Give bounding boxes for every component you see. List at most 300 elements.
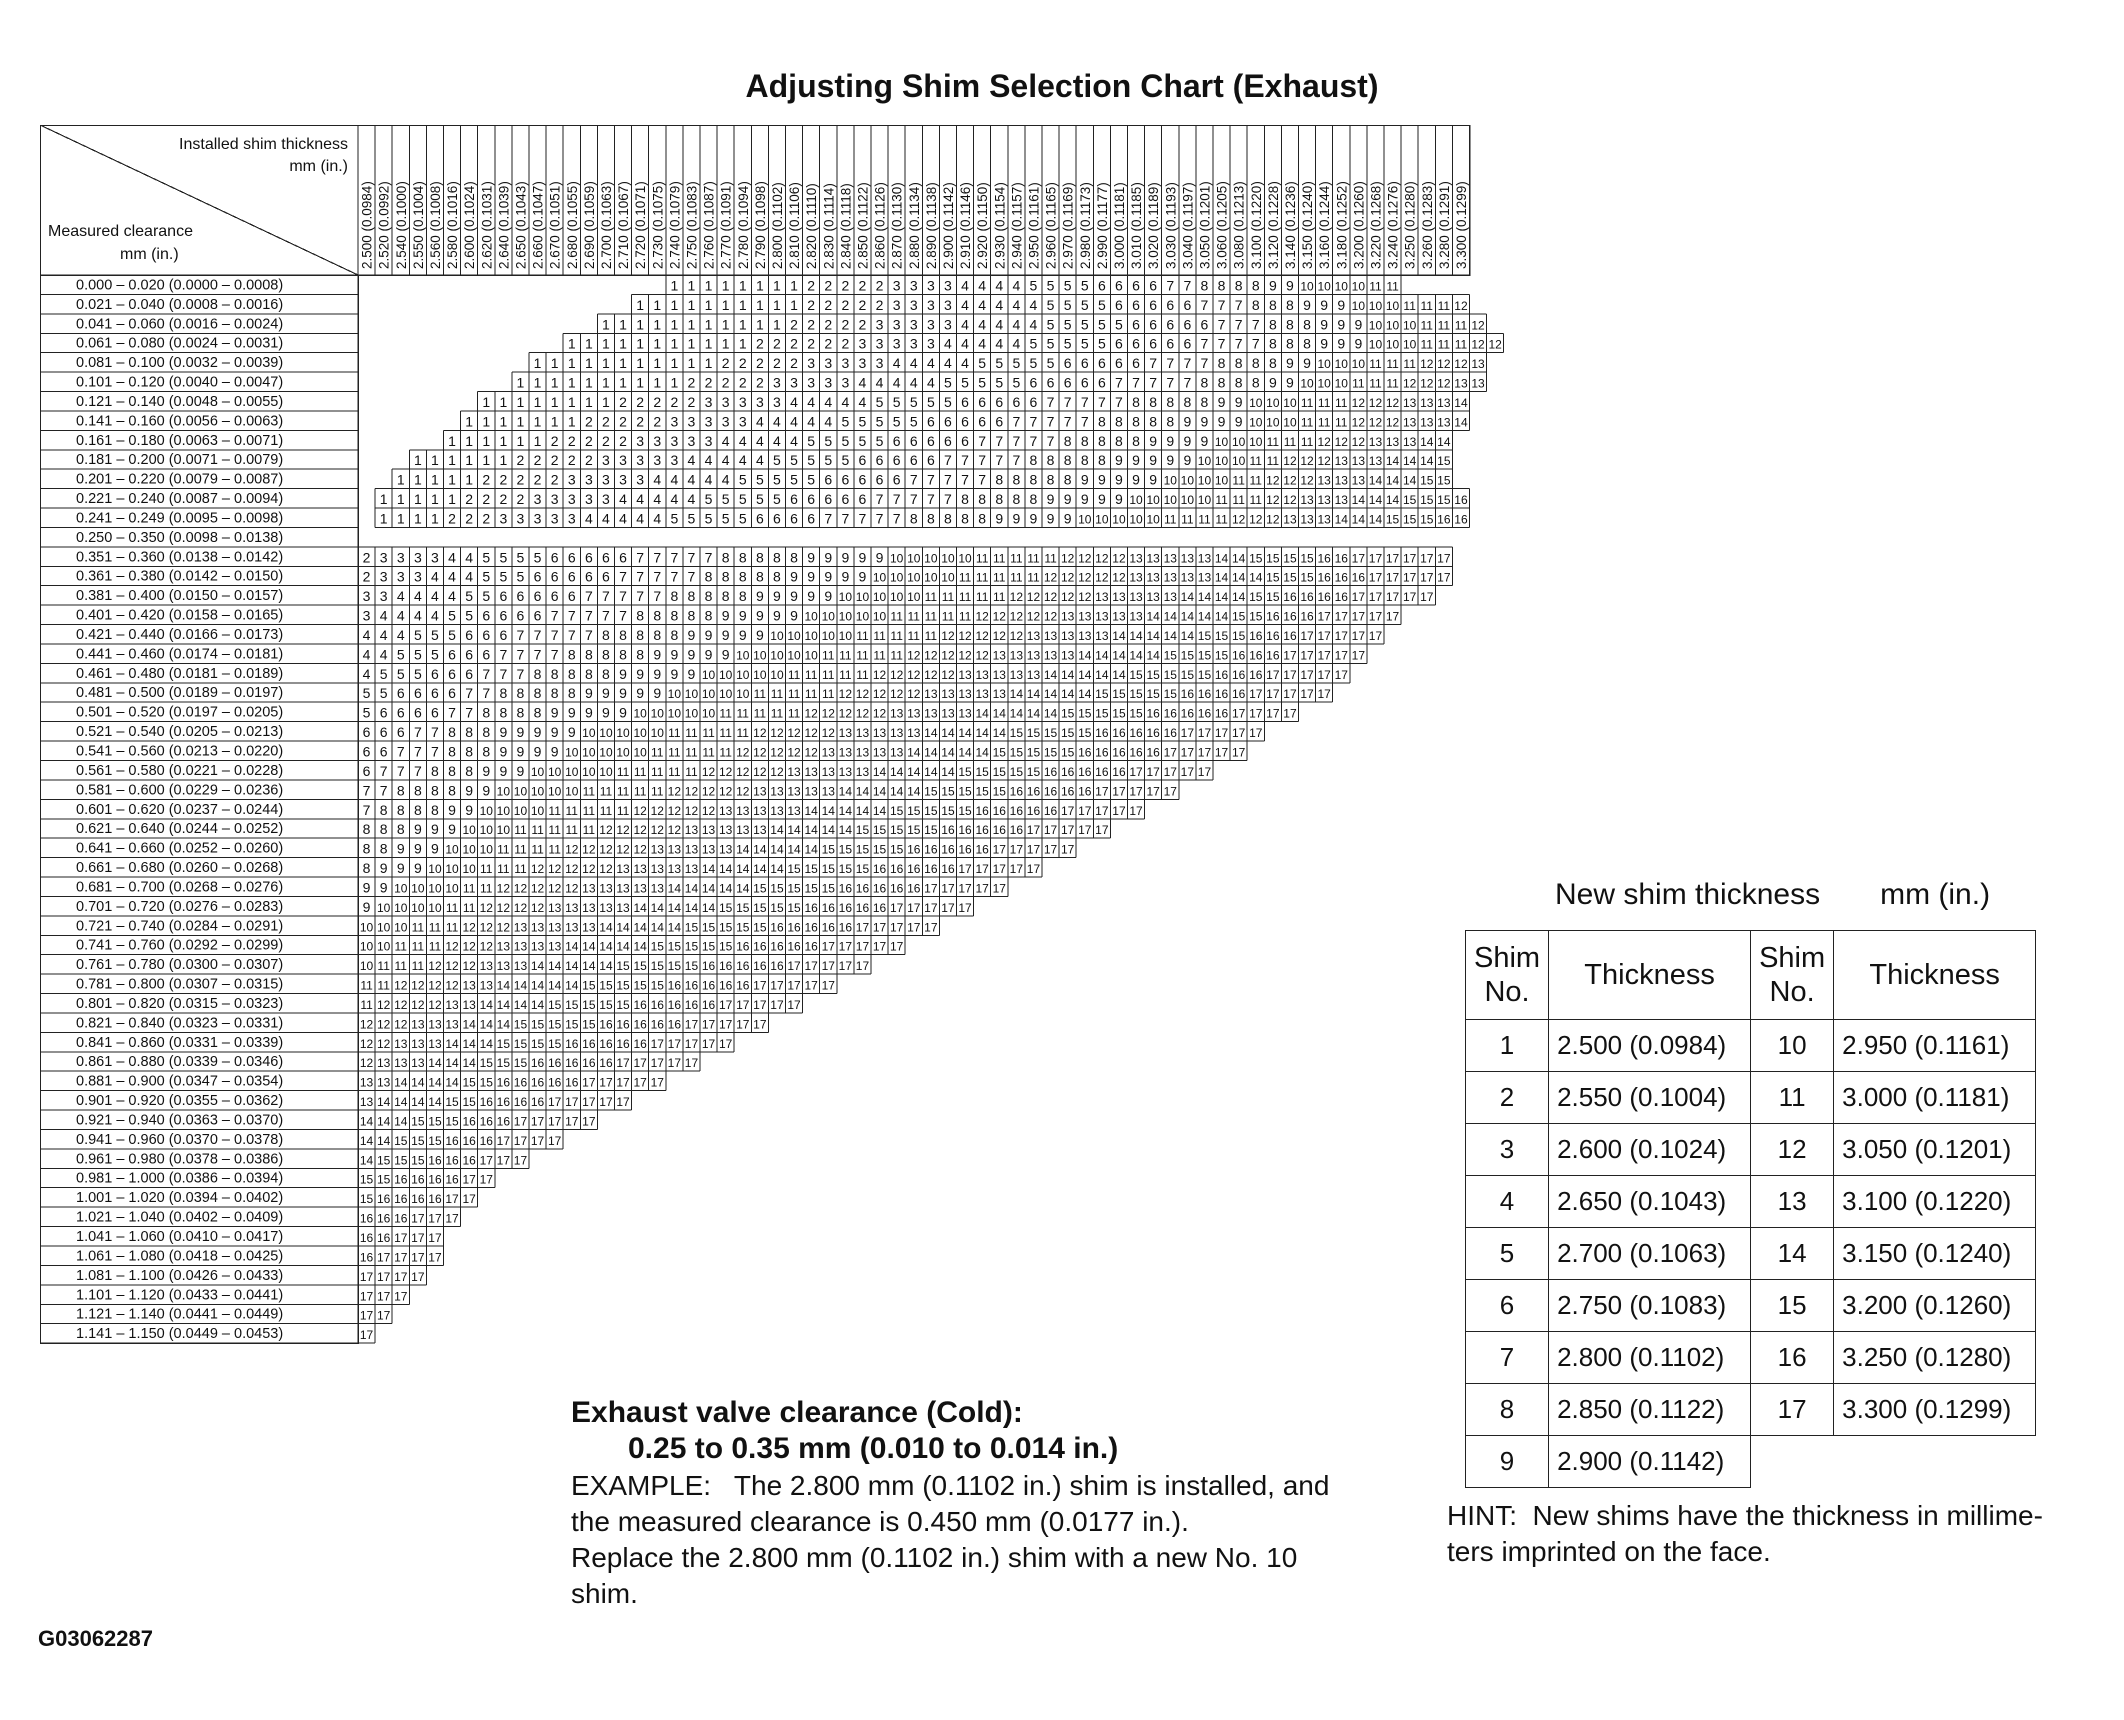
shim-number-cell: 9 bbox=[1200, 432, 1209, 449]
shim-number-cell: 11 bbox=[907, 628, 920, 643]
shim-number-cell: 15 bbox=[838, 842, 853, 857]
shim-number-cell: 16 bbox=[992, 803, 1006, 818]
shim-number-cell: 12 bbox=[428, 978, 442, 993]
shim-number-cell: 17 bbox=[889, 939, 904, 954]
shim-no-cell: 4 bbox=[1466, 1176, 1549, 1228]
shim-number-cell: 13 bbox=[1283, 512, 1297, 527]
shim-number-cell: 11 bbox=[633, 784, 647, 799]
shim-no-cell: 12 bbox=[1751, 1124, 1834, 1176]
column-header-label: 2.780 (0.1094) bbox=[735, 181, 751, 269]
shim-number-cell: 13 bbox=[838, 726, 853, 741]
shim-number-cell: 14 bbox=[958, 726, 972, 741]
shim-number-cell: 1 bbox=[567, 413, 576, 430]
shim-number-cell: 12 bbox=[616, 823, 630, 838]
shim-number-cell: 4 bbox=[448, 568, 456, 585]
shim-number-cell: 10 bbox=[1317, 357, 1331, 372]
shim-number-cell: 7 bbox=[431, 724, 439, 741]
shim-number-cell: 15 bbox=[975, 784, 989, 799]
shim-number-cell: 9 bbox=[550, 724, 559, 741]
shim-number-cell: 3 bbox=[892, 296, 901, 313]
shim-number-cell: 17 bbox=[1163, 784, 1177, 799]
shim-number-cell: 10 bbox=[872, 570, 887, 585]
shim-number-cell: 16 bbox=[1300, 590, 1314, 605]
shim-number-cell: 1 bbox=[687, 355, 696, 372]
shim-number-cell: 10 bbox=[479, 823, 493, 838]
shim-number-cell: 6 bbox=[858, 471, 867, 488]
shim-number-cell: 15 bbox=[1180, 667, 1195, 682]
shim-number-cell: 15 bbox=[992, 745, 1006, 760]
shim-number-cell: 2 bbox=[875, 296, 884, 313]
shim-number-cell: 15 bbox=[650, 959, 664, 974]
shim-number-cell: 10 bbox=[650, 706, 664, 721]
shim-number-cell: 12 bbox=[462, 959, 476, 974]
column-header-label: 3.240 (0.1276) bbox=[1385, 181, 1401, 269]
shim-number-cell: 10 bbox=[650, 726, 664, 741]
shim-number-cell: 12 bbox=[1043, 609, 1058, 624]
shim-number-cell: 11 bbox=[1215, 512, 1228, 527]
shim-number-cell: 16 bbox=[872, 881, 887, 896]
shim-number-cell: 15 bbox=[513, 1017, 528, 1032]
shim-number-cell: 13 bbox=[1009, 648, 1024, 663]
shim-number-cell: 8 bbox=[379, 821, 388, 838]
shim-number-cell: 15 bbox=[359, 1172, 374, 1187]
shim-number-cell: 12 bbox=[770, 764, 784, 779]
shim-number-cell: 4 bbox=[926, 374, 935, 391]
shim-number-cell: 17 bbox=[1300, 648, 1314, 663]
shim-no-cell: 16 bbox=[1751, 1332, 1834, 1384]
shim-number-cell: 13 bbox=[667, 862, 682, 877]
shim-number-cell: 5 bbox=[773, 471, 781, 488]
shim-number-cell: 11 bbox=[890, 628, 903, 643]
shim-number-cell: 7 bbox=[978, 452, 987, 469]
shim-number-cell: 9 bbox=[619, 704, 627, 721]
shim-number-cell: 17 bbox=[445, 1192, 459, 1207]
shim-number-cell: 17 bbox=[1368, 628, 1383, 643]
shim-number-cell: 5 bbox=[1115, 316, 1123, 333]
shim-number-cell: 8 bbox=[362, 840, 371, 857]
shim-number-cell: 16 bbox=[599, 1056, 613, 1071]
shim-number-cell: 2 bbox=[567, 452, 576, 469]
row-clearance-label: 0.161 – 0.180 (0.0063 – 0.0071) bbox=[76, 432, 284, 449]
shim-number-cell: 15 bbox=[1146, 667, 1160, 682]
shim-number-cell: 14 bbox=[1146, 628, 1160, 643]
column-header-label: 2.990 (0.1177) bbox=[1094, 182, 1110, 269]
shim-number-cell: 13 bbox=[547, 939, 562, 954]
shim-number-cell: 17 bbox=[958, 862, 972, 877]
shim-number-cell: 17 bbox=[1146, 784, 1160, 799]
column-header-label: 2.680 (0.1055) bbox=[564, 181, 580, 269]
hint-line: HINT: New shims have the thickness in millime- bbox=[1447, 1500, 2043, 1531]
row-clearance-label: 0.861 – 0.880 (0.0339 – 0.0346) bbox=[76, 1054, 284, 1071]
shim-number-cell: 15 bbox=[770, 881, 784, 896]
shim-number-cell: 16 bbox=[582, 1056, 596, 1071]
shim-number-cell: 6 bbox=[755, 510, 764, 527]
column-header-label: 2.960 (0.1165) bbox=[1043, 182, 1059, 269]
shim-number-cell: 17 bbox=[582, 1114, 596, 1129]
shim-number-cell: 9 bbox=[721, 626, 730, 643]
shim-number-cell: 14 bbox=[496, 997, 511, 1012]
shim-number-cell: 17 bbox=[770, 978, 784, 993]
shim-number-cell: 15 bbox=[992, 784, 1006, 799]
shim-number-cell: 2 bbox=[824, 335, 833, 352]
shim-number-cell: 2 bbox=[858, 277, 867, 294]
shim-number-cell: 6 bbox=[909, 432, 918, 449]
shim-number-cell: 1 bbox=[584, 393, 593, 410]
shim-number-cell: 1 bbox=[516, 432, 525, 449]
shim-number-cell: 4 bbox=[465, 549, 474, 566]
shim-number-cell: 8 bbox=[584, 665, 593, 682]
shim-number-cell: 1 bbox=[533, 432, 542, 449]
shim-number-cell: 10 bbox=[582, 745, 596, 760]
shim-number-cell: 8 bbox=[978, 491, 987, 508]
shim-number-cell: 10 bbox=[445, 862, 459, 877]
shim-number-cell: 12 bbox=[907, 687, 921, 702]
shim-number-cell: 13 bbox=[684, 862, 699, 877]
shim-number-cell: 14 bbox=[1402, 454, 1417, 469]
shim-number-cell: 1 bbox=[482, 413, 491, 430]
row-clearance-label: 0.121 – 0.140 (0.0048 – 0.0055) bbox=[76, 393, 284, 410]
shim-number-cell: 16 bbox=[1180, 706, 1195, 721]
shim-number-cell: 17 bbox=[1197, 764, 1212, 779]
shim-number-cell: 10 bbox=[394, 900, 408, 915]
shim-number-cell: 1 bbox=[533, 413, 542, 430]
shim-number-cell: 16 bbox=[838, 900, 853, 915]
shim-number-cell: 2 bbox=[499, 471, 508, 488]
row-clearance-label: 1.001 – 1.020 (0.0394 – 0.0402) bbox=[76, 1190, 284, 1207]
shim-number-cell: 12 bbox=[958, 628, 972, 643]
shim-number-cell: 6 bbox=[1097, 355, 1106, 372]
shim-number-cell: 12 bbox=[1009, 609, 1024, 624]
shim-number-cell: 13 bbox=[701, 842, 716, 857]
shim-number-cell: 17 bbox=[462, 1172, 476, 1187]
shim-number-cell: 3 bbox=[550, 491, 559, 508]
shim-number-cell: 15 bbox=[359, 1192, 374, 1207]
shim-number-cell: 1 bbox=[567, 355, 576, 372]
shim-number-cell: 2 bbox=[516, 452, 525, 469]
shim-number-cell: 17 bbox=[924, 881, 938, 896]
shim-number-cell: 6 bbox=[448, 646, 456, 663]
shim-number-cell: 15 bbox=[804, 862, 818, 877]
shim-number-cell: 16 bbox=[1112, 764, 1126, 779]
shim-number-cell: 16 bbox=[547, 1075, 562, 1090]
shim-number-cell: 12 bbox=[376, 1017, 391, 1032]
shim-number-cell: 6 bbox=[1183, 316, 1192, 333]
shim-number-cell: 6 bbox=[841, 471, 850, 488]
column-header-label: 2.670 (0.1051) bbox=[547, 181, 563, 269]
shim-number-cell: 6 bbox=[533, 588, 542, 605]
shim-number-cell: 1 bbox=[550, 355, 559, 372]
thickness-cell: 2.900 (0.1142) bbox=[1549, 1436, 1751, 1488]
shim-number-cell: 10 bbox=[1283, 395, 1297, 410]
shim-number-cell: 8 bbox=[396, 801, 405, 818]
row-clearance-label: 0.681 – 0.700 (0.0268 – 0.0276) bbox=[76, 879, 284, 896]
shim-number-cell: 2 bbox=[584, 452, 593, 469]
shim-number-cell: 13 bbox=[1129, 609, 1143, 624]
shim-number-cell: 7 bbox=[516, 646, 525, 663]
shim-number-cell: 16 bbox=[1214, 687, 1229, 702]
shim-number-cell: 9 bbox=[1337, 316, 1346, 333]
shim-number-cell: 4 bbox=[448, 588, 456, 605]
shim-number-cell: 9 bbox=[1303, 355, 1311, 372]
shim-number-cell: 17 bbox=[1402, 551, 1417, 566]
shim-number-cell: 12 bbox=[650, 803, 664, 818]
row-clearance-label: 0.841 – 0.860 (0.0331 – 0.0339) bbox=[76, 1034, 284, 1051]
shim-number-cell: 12 bbox=[924, 667, 938, 682]
shim-number-cell: 13 bbox=[513, 939, 528, 954]
shim-number-cell: 9 bbox=[738, 607, 747, 624]
shim-number-cell: 14 bbox=[376, 1133, 391, 1148]
shim-number-cell: 1 bbox=[431, 510, 439, 527]
shim-number-cell: 15 bbox=[1026, 764, 1041, 779]
row-clearance-label: 0.981 – 1.000 (0.0386 – 0.0394) bbox=[76, 1170, 284, 1187]
shim-number-cell: 11 bbox=[445, 900, 459, 915]
shim-number-cell: 11 bbox=[787, 706, 801, 721]
shim-number-cell: 11 bbox=[462, 900, 476, 915]
shim-number-cell: 12 bbox=[1283, 493, 1297, 508]
shim-number-cell: 16 bbox=[1078, 784, 1092, 799]
shim-number-cell: 14 bbox=[1060, 687, 1075, 702]
shim-number-cell: 6 bbox=[807, 491, 816, 508]
column-header-label: 2.900 (0.1142) bbox=[940, 182, 956, 269]
shim-number-cell: 5 bbox=[1046, 296, 1055, 313]
shim-number-cell: 13 bbox=[376, 1056, 391, 1071]
shim-number-cell: 9 bbox=[670, 665, 679, 682]
shim-number-cell: 8 bbox=[721, 568, 730, 585]
shim-number-cell: 4 bbox=[755, 432, 764, 449]
shim-number-cell: 12 bbox=[1454, 357, 1468, 372]
shim-number-cell: 16 bbox=[1009, 823, 1024, 838]
shim-number-cell: 13 bbox=[1317, 473, 1331, 488]
shim-number-cell: 1 bbox=[584, 374, 593, 391]
shim-number-cell: 2 bbox=[482, 491, 491, 508]
shim-number-cell: 8 bbox=[619, 626, 627, 643]
shim-number-cell: 8 bbox=[687, 607, 696, 624]
shim-number-cell: 8 bbox=[1234, 374, 1243, 391]
shim-number-cell: 10 bbox=[1283, 415, 1297, 430]
shim-number-cell: 16 bbox=[684, 978, 699, 993]
shim-number-cell: 14 bbox=[547, 978, 562, 993]
shim-number-cell: 11 bbox=[1437, 337, 1451, 352]
shim-number-cell: 16 bbox=[941, 862, 955, 877]
shim-number-cell: 4 bbox=[619, 491, 627, 508]
shim-number-cell: 17 bbox=[376, 1250, 391, 1265]
shim-number-cell: 11 bbox=[958, 590, 972, 605]
shim-number-cell: 17 bbox=[1129, 764, 1143, 779]
shim-number-cell: 9 bbox=[841, 568, 850, 585]
shim-number-cell: 4 bbox=[807, 393, 816, 410]
shim-number-cell: 7 bbox=[1046, 413, 1055, 430]
shim-number-cell: 12 bbox=[1060, 590, 1075, 605]
shim-number-cell: 14 bbox=[1180, 609, 1195, 624]
shim-number-cell: 12 bbox=[530, 881, 545, 896]
shim-number-cell: 12 bbox=[445, 939, 459, 954]
shim-number-cell: 17 bbox=[718, 997, 733, 1012]
shim-number-cell: 9 bbox=[448, 821, 456, 838]
column-header-label: 2.980 (0.1173) bbox=[1077, 182, 1093, 269]
shim-number-cell: 8 bbox=[465, 762, 474, 779]
column-header-label: 3.220 (0.1268) bbox=[1368, 181, 1384, 269]
shim-number-cell: 9 bbox=[1320, 316, 1329, 333]
row-clearance-label: 0.941 – 0.960 (0.0370 – 0.0378) bbox=[76, 1131, 284, 1148]
shim-number-cell: 17 bbox=[1095, 803, 1109, 818]
shim-number-cell: 12 bbox=[838, 706, 853, 721]
shim-number-cell: 3 bbox=[892, 335, 901, 352]
shim-number-cell: 12 bbox=[787, 726, 801, 741]
shim-number-cell: 8 bbox=[1166, 393, 1175, 410]
shim-number-cell: 12 bbox=[872, 667, 887, 682]
shim-number-cell: 1 bbox=[721, 335, 730, 352]
column-header-label: 3.160 (0.1244) bbox=[1317, 181, 1333, 269]
shim-number-cell: 5 bbox=[824, 432, 833, 449]
shim-number-cell: 8 bbox=[1132, 413, 1140, 430]
shim-number-cell: 5 bbox=[721, 510, 730, 527]
shim-number-cell: 1 bbox=[396, 510, 405, 527]
shim-number-cell: 12 bbox=[479, 920, 493, 935]
shim-number-cell: 7 bbox=[875, 491, 884, 508]
shim-number-cell: 10 bbox=[701, 706, 716, 721]
shim-number-cell: 17 bbox=[701, 1036, 716, 1051]
shim-number-cell: 17 bbox=[838, 959, 853, 974]
shim-number-cell: 17 bbox=[1163, 764, 1177, 779]
shim-number-cell: 6 bbox=[413, 704, 422, 721]
shim-number-cell: 14 bbox=[684, 900, 699, 915]
shim-number-cell: 12 bbox=[1078, 551, 1092, 566]
shim-number-cell: 4 bbox=[790, 413, 798, 430]
shim-number-cell: 16 bbox=[1249, 667, 1263, 682]
shim-number-cell: 9 bbox=[550, 743, 559, 760]
shim-number-cell: 5 bbox=[1080, 335, 1089, 352]
shim-number-cell: 5 bbox=[1046, 277, 1055, 294]
shim-number-cell: 12 bbox=[582, 842, 596, 857]
shim-number-cell: 16 bbox=[753, 939, 767, 954]
shim-number-cell: 11 bbox=[856, 628, 869, 643]
shim-number-cell: 15 bbox=[599, 978, 613, 993]
shim-number-cell: 6 bbox=[1097, 374, 1106, 391]
column-header-label: 2.830 (0.1114) bbox=[821, 183, 837, 269]
shim-number-cell: 17 bbox=[428, 1250, 442, 1265]
shim-number-cell: 4 bbox=[379, 646, 388, 663]
shim-number-cell: 11 bbox=[873, 628, 886, 643]
shim-number-cell: 13 bbox=[650, 881, 664, 896]
shim-number-cell: 14 bbox=[394, 1075, 408, 1090]
shim-number-cell: 15 bbox=[616, 997, 630, 1012]
shim-number-cell: 6 bbox=[1115, 296, 1123, 313]
column-header-label: 2.840 (0.1118) bbox=[838, 183, 854, 269]
shim-number-cell: 4 bbox=[1029, 296, 1038, 313]
shim-number-cell: 7 bbox=[619, 568, 627, 585]
shim-number-cell: 1 bbox=[448, 452, 456, 469]
shim-number-cell: 9 bbox=[567, 704, 576, 721]
shim-number-cell: 7 bbox=[619, 588, 627, 605]
shim-number-cell: 10 bbox=[428, 900, 442, 915]
shim-number-cell: 17 bbox=[1043, 842, 1058, 857]
shim-number-cell: 6 bbox=[961, 393, 969, 410]
shim-number-cell: 15 bbox=[1129, 687, 1143, 702]
shim-number-cell: 12 bbox=[599, 842, 613, 857]
shim-number-cell: 11 bbox=[360, 997, 373, 1012]
shim-number-cell: 11 bbox=[685, 745, 698, 760]
shim-number-cell: 4 bbox=[431, 568, 439, 585]
shim-number-cell: 4 bbox=[1012, 335, 1021, 352]
shim-number-cell: 14 bbox=[821, 823, 835, 838]
shim-number-cell: 8 bbox=[704, 588, 713, 605]
row-clearance-label: 0.621 – 0.640 (0.0244 – 0.0252) bbox=[76, 821, 284, 838]
column-header-label: 2.920 (0.1150) bbox=[975, 182, 991, 269]
shim-number-cell: 6 bbox=[379, 743, 388, 760]
shim-number-cell: 16 bbox=[770, 939, 784, 954]
shim-number-cell: 14 bbox=[718, 862, 733, 877]
shim-number-cell: 14 bbox=[1454, 415, 1468, 430]
shim-number-cell: 11 bbox=[907, 609, 920, 624]
shim-number-cell: 8 bbox=[1132, 393, 1140, 410]
shim-number-cell: 16 bbox=[616, 1036, 630, 1051]
shim-number-cell: 4 bbox=[824, 413, 833, 430]
shim-number-cell: 15 bbox=[1249, 551, 1263, 566]
shim-number-cell: 3 bbox=[670, 432, 679, 449]
shim-number-cell: 10 bbox=[838, 628, 853, 643]
shim-number-cell: 15 bbox=[1009, 764, 1024, 779]
shim-number-cell: 8 bbox=[379, 840, 388, 857]
shim-number-cell: 12 bbox=[1368, 415, 1383, 430]
new-shim-row bbox=[1466, 1436, 2036, 1488]
shim-number-cell: 2 bbox=[550, 432, 559, 449]
shim-number-cell: 1 bbox=[738, 277, 747, 294]
shim-number-cell: 8 bbox=[978, 510, 987, 527]
shim-number-cell: 1 bbox=[704, 335, 713, 352]
shim-number-cell: 14 bbox=[667, 900, 682, 915]
shim-number-cell: 17 bbox=[872, 939, 887, 954]
shim-number-cell: 14 bbox=[907, 745, 921, 760]
shim-number-cell: 7 bbox=[1115, 374, 1123, 391]
shim-number-cell: 2 bbox=[619, 393, 627, 410]
shim-no-cell: 5 bbox=[1466, 1228, 1549, 1280]
shim-number-cell: 12 bbox=[718, 784, 733, 799]
shim-number-cell: 5 bbox=[738, 491, 747, 508]
shim-number-cell: 10 bbox=[359, 939, 374, 954]
shim-number-cell: 14 bbox=[872, 803, 887, 818]
thickness-cell: 2.700 (0.1063) bbox=[1549, 1228, 1751, 1280]
shim-number-cell: 13 bbox=[513, 920, 528, 935]
shim-number-cell: 3 bbox=[858, 335, 867, 352]
shim-number-cell: 14 bbox=[753, 862, 767, 877]
shim-number-cell: 16 bbox=[1112, 726, 1126, 741]
shim-number-cell: 10 bbox=[1266, 415, 1280, 430]
shim-number-cell: 17 bbox=[1334, 667, 1348, 682]
shim-number-cell: 4 bbox=[670, 491, 679, 508]
column-header-label: 2.820 (0.1110) bbox=[804, 183, 820, 269]
shim-number-cell: 8 bbox=[482, 704, 491, 721]
shim-number-cell: 7 bbox=[1217, 316, 1226, 333]
shim-number-cell: 5 bbox=[396, 646, 405, 663]
shim-number-cell: 11 bbox=[770, 687, 784, 702]
shim-number-cell: 11 bbox=[822, 667, 835, 682]
shim-number-cell: 14 bbox=[1112, 648, 1126, 663]
shim-number-cell: 3 bbox=[636, 452, 645, 469]
shim-number-cell: 8 bbox=[1286, 296, 1294, 313]
shim-no-cell: 14 bbox=[1751, 1228, 1834, 1280]
shim-number-cell: 10 bbox=[1249, 395, 1263, 410]
shim-number-cell: 11 bbox=[1249, 473, 1262, 488]
column-header-label: 2.860 (0.1126) bbox=[872, 182, 888, 269]
shim-number-cell: 14 bbox=[855, 784, 870, 799]
shim-number-cell: 11 bbox=[668, 745, 681, 760]
thickness-cell: 3.300 (0.1299) bbox=[1834, 1384, 2036, 1436]
shim-number-cell: 3 bbox=[653, 452, 662, 469]
shim-number-cell: 5 bbox=[1046, 355, 1055, 372]
shim-number-cell: 8 bbox=[1268, 316, 1277, 333]
shim-number-cell: 12 bbox=[701, 784, 716, 799]
shim-number-cell: 15 bbox=[684, 920, 699, 935]
